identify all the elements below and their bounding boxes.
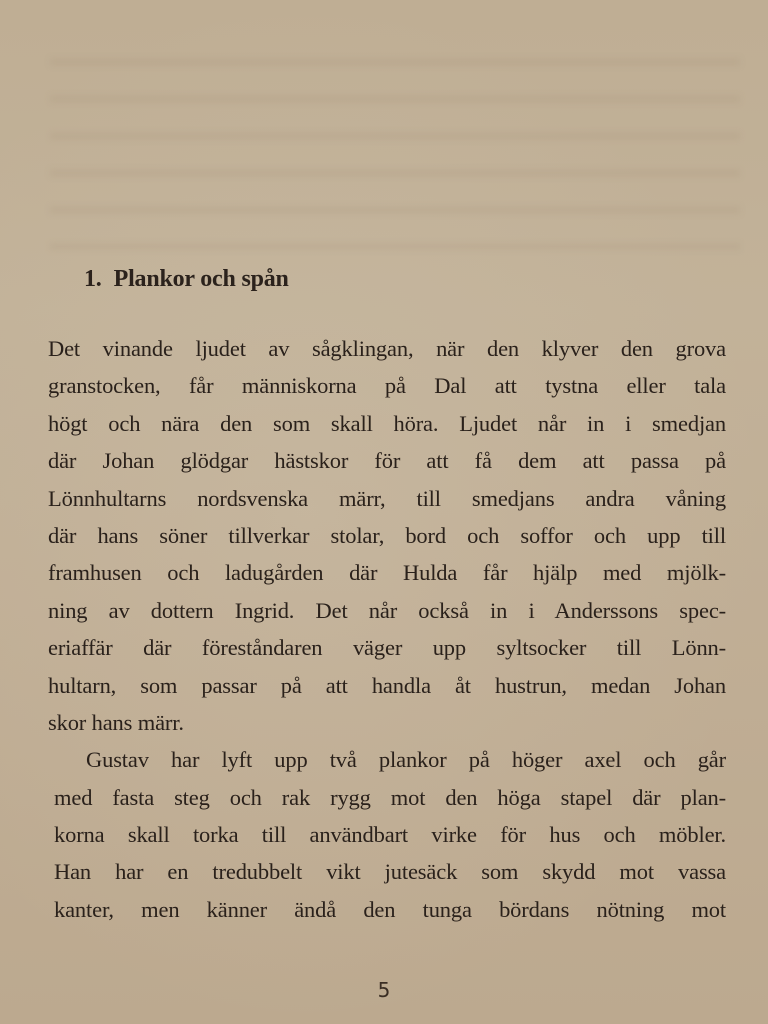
paragraph-1 [48, 330, 726, 741]
text-line: granstocken, får människorna på Dal att tystna eller tala [48, 373, 726, 399]
page-number: 5 [377, 978, 391, 1002]
chapter-number: 1. [84, 266, 102, 292]
text-line: Han har en tredubbelt vikt jutesäck som skydd mot vassa [54, 859, 726, 885]
paragraph-2 [54, 741, 726, 928]
text-line: Lönnhultarns nordsvenska märr, till smedjans andra våning [48, 485, 726, 511]
chapter-heading [84, 266, 289, 293]
bleed-through-text [50, 40, 740, 250]
text-line: korna skall torka till användbart virke för hus och möbler. [54, 822, 726, 848]
text-line: högt och nära den som skall höra. Ljudet når in i smedjan [48, 410, 726, 436]
body-text [48, 330, 726, 928]
text-line: kanter, men känner ändå den tunga bördans nötning mot [54, 896, 726, 922]
chapter-title: Plankor och spån [113, 266, 289, 292]
text-line: ning av dottern Ingrid. Det når också in i Anderssons spec- [48, 597, 726, 623]
text-line: Det vinande ljudet av sågklingan, när den klyver den grova [48, 336, 726, 361]
text-line: där Johan glödgar hästskor för att få dem att passa på [48, 448, 726, 474]
text-line: eriaffär där föreståndaren väger upp syltsocker till Lönn- [48, 635, 726, 661]
text-line: framhusen och ladugården där Hulda får hjälp med mjölk- [48, 560, 726, 586]
text-line: där hans söner tillverkar stolar, bord och soffor och upp till [48, 522, 726, 548]
text-line: hultarn, som passar på att handla åt hustrun, medan Johan [48, 672, 726, 698]
text-line: Gustav har lyft upp två plankor på höger axel och går [86, 747, 726, 773]
text-line: med fasta steg och rak rygg mot den höga stapel där plan- [54, 784, 726, 810]
text-line: skor hans märr. [48, 709, 184, 735]
